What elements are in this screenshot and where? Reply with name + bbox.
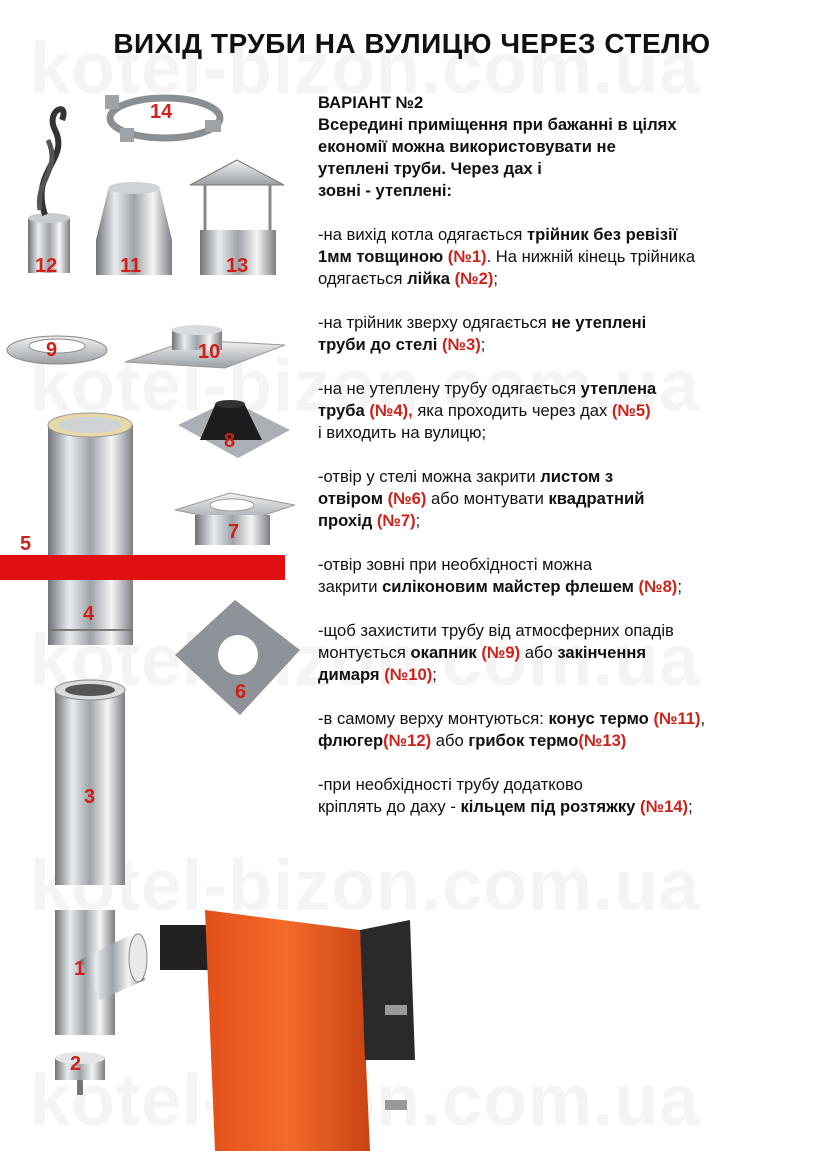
item-name: листом з (540, 467, 614, 486)
item-name: прохід (318, 511, 373, 530)
item-number: (№11) (653, 709, 701, 728)
step-text: або (520, 643, 558, 662)
step-text: . На нижній кінець трійника (486, 247, 696, 266)
label-6: 6 (235, 681, 247, 703)
item-name: отвіром (318, 489, 383, 508)
step-paragraph (318, 224, 822, 290)
item-name: труби до стелі (318, 335, 438, 354)
step-text: яка проходить через дах (412, 401, 612, 420)
step-text: закрити (318, 577, 383, 596)
intro: Всередині приміщення при бажанні в цілях економії можна використовувати не утеплені труби. Через дах і зовні - утеплені: (318, 115, 677, 200)
label-8: 8 (224, 430, 236, 452)
tee-item (55, 910, 147, 1035)
item-number: (№12) (383, 731, 432, 750)
step-text: і виходить на вулицю; (318, 423, 487, 442)
item-number: (№2) (454, 269, 494, 288)
step-paragraph (318, 774, 822, 818)
step-text: -на не утеплену трубу одягається (318, 379, 581, 398)
item-number: (№6) (387, 489, 427, 508)
step-paragraph (318, 378, 822, 444)
step-paragraph (318, 312, 822, 356)
item-number: (№4), (369, 401, 413, 420)
step-text: -при необхідності трубу додатково (318, 775, 583, 794)
item-number: (№10) (384, 665, 433, 684)
instructions (318, 92, 822, 840)
step-text: або монтувати (426, 489, 549, 508)
step-paragraph (318, 708, 822, 752)
steps-list (318, 224, 822, 818)
step-text: кріплять до даху - (318, 797, 461, 816)
step-text: ; (677, 577, 682, 596)
step-paragraph (318, 554, 822, 598)
pipe-item (55, 680, 125, 885)
label-9: 9 (46, 339, 58, 361)
item-name: силіконовим майстер флешем (382, 577, 634, 596)
step-text: -отвір у стелі можна закрити (318, 467, 541, 486)
step-text: або (431, 731, 469, 750)
item-name: не утеплені (551, 313, 647, 332)
item-number: (№7) (376, 511, 416, 530)
item-name: димаря (318, 665, 380, 684)
item-name: конус термо (548, 709, 649, 728)
item-name: закінчення (557, 643, 647, 662)
step-text: ; (480, 335, 486, 354)
roof-band (0, 555, 285, 580)
label-7: 7 (228, 521, 240, 543)
label-1: 1 (74, 958, 86, 980)
label-13: 13 (226, 255, 249, 277)
step-text: -щоб захистити трубу від атмосферних опадів (318, 621, 674, 640)
item-number: (№13) (578, 731, 627, 750)
item-number: (№9) (481, 643, 521, 662)
item-name: грибок термо (468, 731, 579, 750)
item-name: квадратний (548, 489, 645, 508)
item-name: флюгер (318, 731, 384, 750)
item-name: окапник (410, 643, 477, 662)
step-paragraph (318, 466, 822, 532)
step-text: ; (415, 511, 421, 530)
label-2: 2 (70, 1053, 82, 1075)
label-5: 5 (20, 533, 32, 555)
step-text: -на трійник зверху одягається (318, 313, 552, 332)
variant-heading: ВАРІАНТ №2 (318, 93, 424, 112)
label-12: 12 (35, 255, 58, 277)
label-14: 14 (150, 101, 173, 123)
step-text: , (700, 709, 706, 728)
label-4: 4 (83, 603, 95, 625)
step-text: ; (432, 665, 437, 684)
boiler-item (160, 910, 415, 1151)
step-text: -в самому верху монтуються: (318, 709, 549, 728)
label-3: 3 (84, 786, 96, 808)
item-name: лійка (407, 269, 450, 288)
page-title: ВИХІД ТРУБИ НА ВУЛИЦЮ ЧЕРЕЗ СТЕЛЮ (113, 28, 711, 59)
label-10: 10 (198, 341, 221, 363)
item-name: трійник без ревізії (527, 225, 678, 244)
item-number: (№14) (640, 797, 689, 816)
item-name: кільцем під розтяжку (460, 797, 636, 816)
item-number: (№3) (441, 335, 481, 354)
step-text: ; (493, 269, 498, 288)
step-text: ; (688, 797, 693, 816)
step-text: одягається (318, 269, 408, 288)
item-name: утеплена (580, 379, 657, 398)
item-name: труба (318, 401, 365, 420)
weathervane-item (28, 109, 70, 273)
step-text: -на вихід котла одягається (318, 225, 528, 244)
step-text: монтується (318, 643, 411, 662)
step-paragraph (318, 620, 822, 686)
item-name: 1мм товщиною (318, 247, 444, 266)
step-text: -отвір зовні при необхідності можна (318, 555, 593, 574)
label-11: 11 (120, 255, 142, 277)
item-number: (№5) (611, 401, 651, 420)
item-number: (№8) (638, 577, 678, 596)
item-number: (№1) (447, 247, 487, 266)
